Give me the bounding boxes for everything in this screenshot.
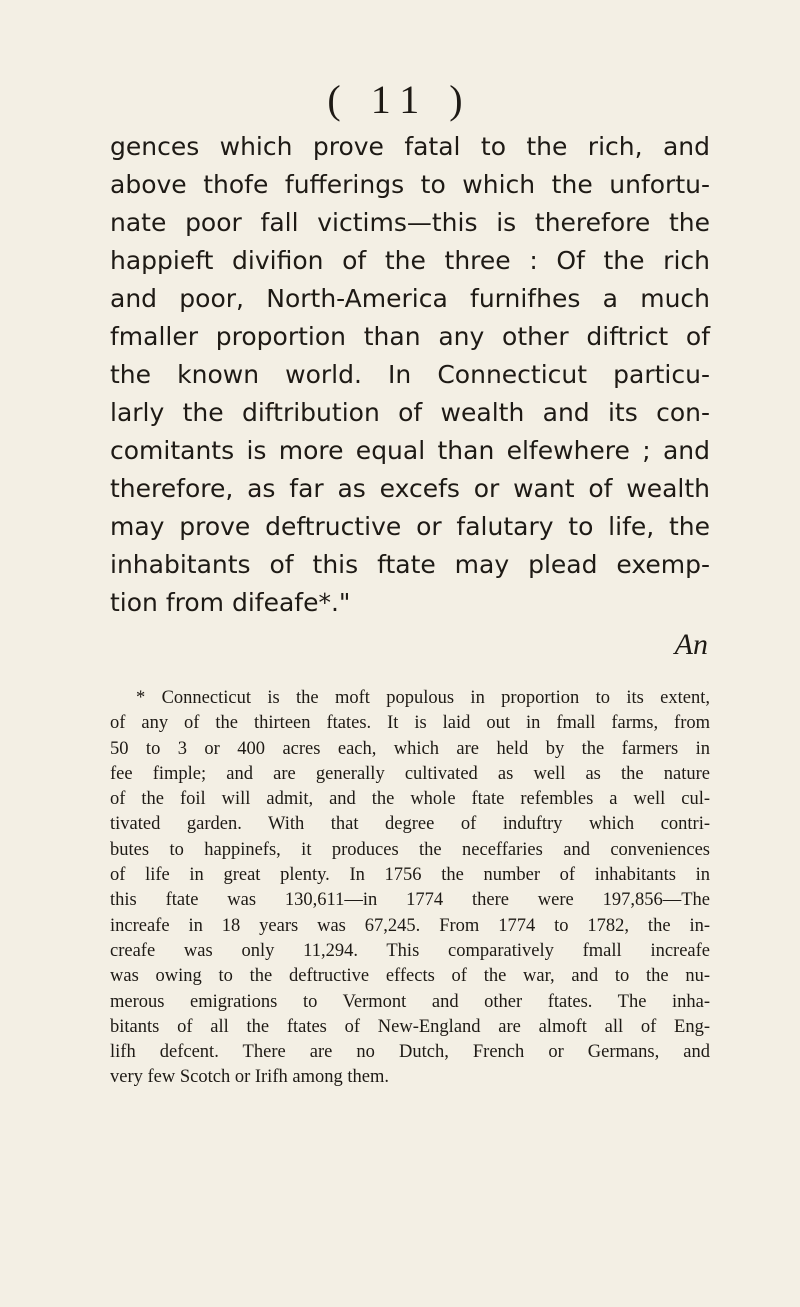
- footnote-line: bitants of all the ftates of New-England are almoft all of Eng-: [110, 1016, 710, 1037]
- footnote-line: merous emigrations to Vermont and other ftates. The inha-: [110, 991, 710, 1012]
- text-line: and poor, North-America furnifhes a much: [110, 284, 710, 313]
- catchword: An: [674, 628, 708, 661]
- footnote-line: fee fimple; and are generally cultivated as well as the nature: [110, 763, 710, 784]
- footnote-line: of the foil will admit, and the whole ftate refembles a well cul-: [110, 789, 710, 810]
- footnote-line: increafe in 18 years was 67,245. From 1774 to 1782, the in-: [110, 915, 710, 936]
- footnote-line: very few Scotch or Irifh among them.: [110, 1067, 389, 1088]
- text-line: tion from difeafe*.": [110, 588, 351, 617]
- page-number: ( 11 ): [327, 77, 473, 122]
- footnote-line: of any of the thirteen ftates. It is laid out in fmall farms, from: [110, 713, 710, 734]
- text-line: comitants is more equal than elfewhere ; and: [110, 436, 710, 465]
- footnote-line: creafe was only 11,294. This comparatively fmall increafe: [110, 940, 710, 961]
- footnote-line: of life in great plenty. In 1756 the number of inhabitants in: [110, 865, 710, 886]
- text-line: therefore, as far as excefs or want of wealth: [110, 474, 710, 503]
- text-line: may prove deftructive or falutary to life, the: [110, 512, 710, 541]
- footnote-line: tivated garden. With that degree of induftry which contri-: [110, 814, 710, 835]
- text-line: the known world. In Connecticut particu-: [110, 360, 710, 389]
- text-line: nate poor fall victims—this is therefore the: [110, 208, 710, 237]
- text-line: happieft divifion of the three : Of the rich: [110, 246, 710, 275]
- footnote-line: * Connecticut is the moft populous in proportion to its extent,: [136, 688, 710, 708]
- text-line: above thofe fufferings to which the unfortu-: [110, 170, 710, 199]
- footnote-line: lifh defcent. There are no Dutch, French or Germans, and: [110, 1042, 710, 1063]
- footnote-line: was owing to the deftructive effects of the war, and to the nu-: [110, 966, 710, 987]
- text-line: fmaller proportion than any other diftrict of: [110, 322, 710, 351]
- footnote-line: this ftate was 130,611—in 1774 there were 197,856—The: [110, 890, 710, 911]
- text-line: gences which prove fatal to the rich, and: [110, 132, 710, 161]
- footnote: [110, 686, 710, 1091]
- text-line: inhabitants of this ftate may plead exemp-: [110, 550, 710, 579]
- footnote-line: butes to happinefs, it produces the neceffaries and conveniences: [110, 839, 710, 860]
- footnote-line: 50 to 3 or 400 acres each, which are held by the farmers in: [110, 738, 710, 759]
- text-line: larly the diftribution of wealth and its con-: [110, 398, 710, 427]
- main-text: [110, 128, 710, 622]
